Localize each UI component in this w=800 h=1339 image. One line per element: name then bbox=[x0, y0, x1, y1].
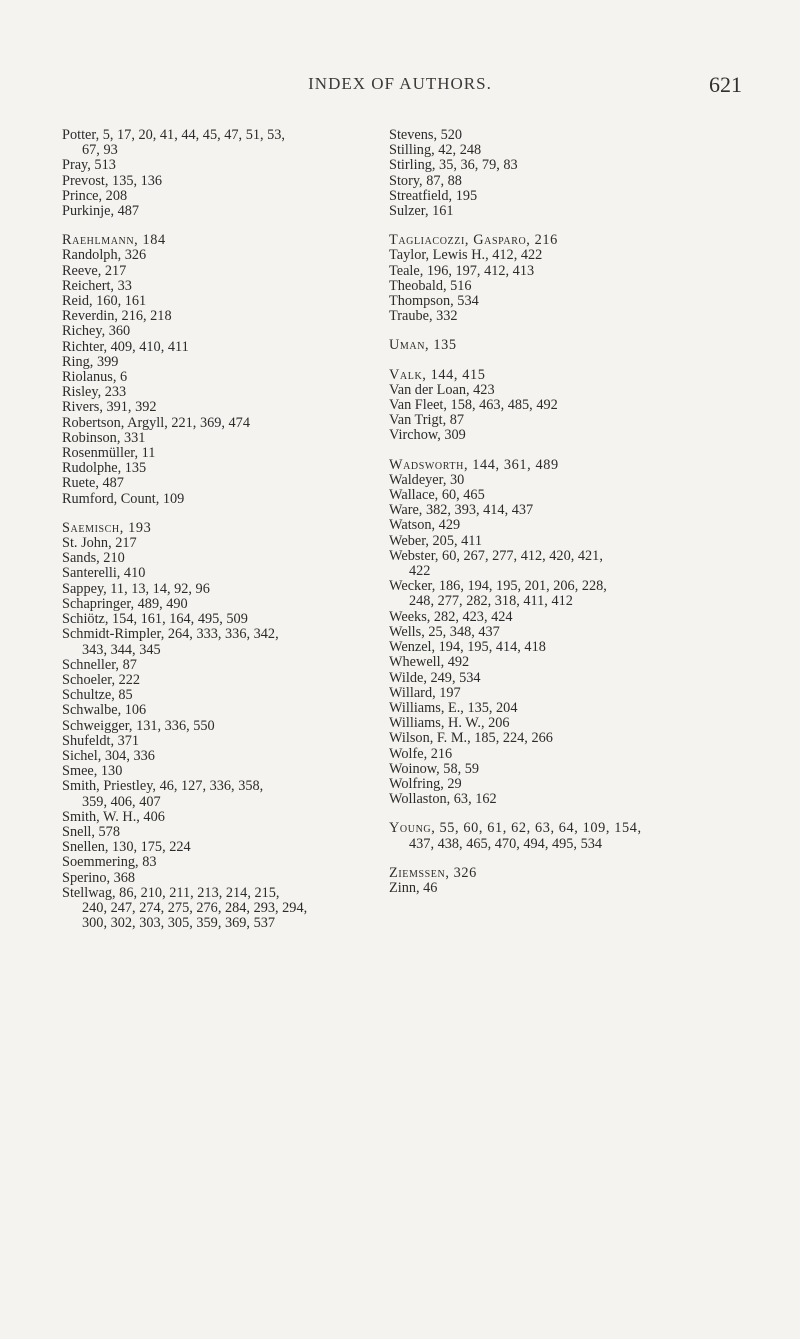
index-entry-line: Sands, 210 bbox=[62, 550, 125, 567]
page-header bbox=[0, 74, 800, 104]
index-entry bbox=[62, 128, 382, 158]
index-entry-line: Saemisch, 193 bbox=[62, 519, 152, 536]
index-entry-line: Riolanus, 6 bbox=[62, 369, 128, 386]
index-entry-line: Schoeler, 222 bbox=[62, 671, 141, 688]
index-entry-line: Willard, 197 bbox=[389, 684, 461, 701]
index-entry bbox=[62, 431, 382, 446]
index-entry bbox=[62, 355, 382, 370]
index-entry bbox=[62, 521, 382, 536]
index-entry bbox=[62, 566, 382, 581]
index-entry-line: Schiötz, 154, 161, 164, 495, 509 bbox=[62, 611, 248, 628]
running-title: INDEX OF AUTHORS. bbox=[308, 74, 492, 93]
index-entry-line: Raehlmann, 184 bbox=[62, 232, 166, 249]
index-entry-line: Sichel, 304, 336 bbox=[62, 747, 155, 764]
index-column-left bbox=[62, 128, 382, 931]
index-entry-line: Virchow, 309 bbox=[389, 427, 466, 444]
index-entry-line: Weber, 205, 411 bbox=[389, 532, 483, 549]
index-entry bbox=[389, 189, 734, 204]
index-entry-line: Theobald, 516 bbox=[389, 277, 472, 294]
index-entry bbox=[62, 597, 382, 612]
index-entry-line: Robinson, 331 bbox=[62, 429, 146, 446]
letter-section-gap bbox=[389, 807, 734, 821]
index-entry-line: Traube, 332 bbox=[389, 308, 458, 325]
index-entry-line: Wolfe, 216 bbox=[389, 745, 453, 762]
index-entry-line: Reeve, 217 bbox=[62, 262, 127, 279]
index-entry bbox=[62, 385, 382, 400]
index-entry bbox=[62, 673, 382, 688]
index-entry-line: Ring, 399 bbox=[62, 353, 119, 370]
index-entry-line: Santerelli, 410 bbox=[62, 565, 146, 582]
index-entry bbox=[389, 792, 734, 807]
index-entry-line: Van Trigt, 87 bbox=[389, 412, 465, 429]
index-entry-line: Schwalbe, 106 bbox=[62, 702, 147, 719]
index-entry-line: Uman, 135 bbox=[389, 337, 457, 354]
index-entry bbox=[389, 233, 734, 248]
index-entry bbox=[62, 855, 382, 870]
index-entry-line: Sappey, 11, 13, 14, 92, 96 bbox=[62, 580, 210, 597]
index-entry bbox=[389, 747, 734, 762]
index-entry-line: Sperino, 368 bbox=[62, 869, 136, 886]
index-entry-line: Wells, 25, 348, 437 bbox=[389, 623, 500, 640]
index-entry-line: Stevens, 520 bbox=[389, 127, 463, 143]
index-entry bbox=[389, 488, 734, 503]
index-entry-line: Tagliacozzi, Gasparo, 216 bbox=[389, 232, 558, 249]
index-entry bbox=[62, 248, 382, 263]
index-entry-line: Wilde, 249, 534 bbox=[389, 669, 481, 686]
index-entry-line: Thompson, 534 bbox=[389, 293, 479, 310]
index-entry bbox=[62, 279, 382, 294]
index-entry-line: Ruete, 487 bbox=[62, 475, 124, 492]
index-entry bbox=[389, 762, 734, 777]
index-entry bbox=[389, 701, 734, 716]
index-entry bbox=[389, 294, 734, 309]
index-entry-line: Waldeyer, 30 bbox=[389, 471, 465, 488]
index-entry bbox=[62, 158, 382, 173]
index-entry-continuation: 437, 438, 465, 470, 494, 495, 534 bbox=[409, 835, 603, 852]
index-entry-line: Snellen, 130, 175, 224 bbox=[62, 839, 191, 856]
index-entry bbox=[62, 309, 382, 324]
index-entry-line: Williams, H. W., 206 bbox=[389, 715, 510, 732]
index-entry bbox=[389, 503, 734, 518]
index-entry-line: Schweigger, 131, 336, 550 bbox=[62, 717, 215, 734]
index-entry bbox=[389, 686, 734, 701]
index-entry bbox=[62, 446, 382, 461]
index-entry bbox=[389, 866, 734, 881]
index-entry-line: Weeks, 282, 423, 424 bbox=[389, 608, 513, 625]
index-entry-line: Rumford, Count, 109 bbox=[62, 490, 185, 507]
index-entry bbox=[389, 158, 734, 173]
index-entry bbox=[62, 370, 382, 385]
index-entry-continuation: 359, 406, 407 bbox=[82, 793, 161, 810]
index-entry bbox=[389, 610, 734, 625]
index-entry-line: Valk, 144, 415 bbox=[389, 366, 486, 383]
index-entry-line: Potter, 5, 17, 20, 41, 44, 45, 47, 51, 53, bbox=[62, 127, 286, 143]
index-entry bbox=[62, 688, 382, 703]
index-entry bbox=[389, 579, 734, 609]
index-entry bbox=[62, 461, 382, 476]
index-entry-line: St. John, 217 bbox=[62, 535, 137, 552]
index-entry bbox=[62, 825, 382, 840]
index-entry bbox=[62, 871, 382, 886]
letter-section-gap bbox=[389, 444, 734, 458]
index-entry-line: Wollaston, 63, 162 bbox=[389, 791, 497, 808]
index-entry-continuation: 422 bbox=[409, 563, 431, 580]
index-entry bbox=[62, 779, 382, 809]
index-entry-line: Teale, 196, 197, 412, 413 bbox=[389, 262, 535, 279]
index-entry-line: Randolph, 326 bbox=[62, 247, 147, 264]
index-entry-line: Soemmering, 83 bbox=[62, 854, 157, 871]
index-entry bbox=[389, 174, 734, 189]
index-entry-line: Schultze, 85 bbox=[62, 687, 133, 704]
index-entry bbox=[389, 204, 734, 219]
index-entry bbox=[62, 551, 382, 566]
index-entry bbox=[62, 719, 382, 734]
index-entry-line: Reichert, 33 bbox=[62, 277, 132, 294]
index-entry bbox=[389, 248, 734, 263]
index-entry-line: Pray, 513 bbox=[62, 157, 116, 174]
index-entry-line: Reverdin, 216, 218 bbox=[62, 308, 172, 325]
index-entry bbox=[62, 174, 382, 189]
index-entry bbox=[389, 279, 734, 294]
index-entry bbox=[62, 734, 382, 749]
index-entry bbox=[389, 128, 734, 143]
index-entry bbox=[389, 518, 734, 533]
index-entry-line: Prince, 208 bbox=[62, 187, 128, 204]
index-entry-line: Wecker, 186, 194, 195, 201, 206, 228, bbox=[389, 578, 607, 595]
index-entry bbox=[62, 294, 382, 309]
index-entry bbox=[389, 716, 734, 731]
letter-section-gap bbox=[389, 219, 734, 233]
index-entry-continuation: 300, 302, 303, 305, 359, 369, 537 bbox=[82, 915, 276, 932]
index-entry-line: Smee, 130 bbox=[62, 763, 123, 780]
index-entry bbox=[62, 400, 382, 415]
index-entry-line: Woinow, 58, 59 bbox=[389, 760, 480, 777]
index-entry bbox=[62, 840, 382, 855]
index-entry bbox=[62, 810, 382, 825]
index-entry-line: Smith, W. H., 406 bbox=[62, 808, 165, 825]
index-entry bbox=[62, 233, 382, 248]
index-entry bbox=[62, 612, 382, 627]
index-entry-line: Young, 55, 60, 61, 62, 63, 64, 109, 154, bbox=[389, 820, 642, 837]
index-entry bbox=[389, 458, 734, 473]
index-entry bbox=[62, 492, 382, 507]
index-entry-line: Taylor, Lewis H., 412, 422 bbox=[389, 247, 543, 264]
index-entry-line: Risley, 233 bbox=[62, 384, 127, 401]
index-entry bbox=[389, 264, 734, 279]
index-entry-line: Richey, 360 bbox=[62, 323, 131, 340]
index-entry-line: Robertson, Argyll, 221, 369, 474 bbox=[62, 414, 250, 431]
index-entry bbox=[62, 340, 382, 355]
index-entry-line: Richter, 409, 410, 411 bbox=[62, 338, 189, 355]
index-entry bbox=[62, 264, 382, 279]
letter-section-gap bbox=[389, 354, 734, 368]
index-entry bbox=[389, 413, 734, 428]
index-entry-line: Reid, 160, 161 bbox=[62, 293, 147, 310]
index-entry bbox=[62, 627, 382, 657]
index-entry bbox=[389, 731, 734, 746]
index-entry-line: Watson, 429 bbox=[389, 517, 461, 534]
index-entry-line: Wenzel, 194, 195, 414, 418 bbox=[389, 639, 546, 656]
index-entry bbox=[62, 416, 382, 431]
index-entry bbox=[389, 368, 734, 383]
index-entry bbox=[389, 777, 734, 792]
index-entry-line: Schmidt-Rimpler, 264, 333, 336, 342, bbox=[62, 626, 279, 643]
page-number: 621 bbox=[709, 72, 742, 97]
index-entry-line: Purkinje, 487 bbox=[62, 203, 140, 220]
index-entry bbox=[389, 143, 734, 158]
index-entry-line: Webster, 60, 267, 277, 412, 420, 421, bbox=[389, 547, 603, 564]
index-entry bbox=[389, 625, 734, 640]
index-entry bbox=[389, 309, 734, 324]
index-entry bbox=[389, 640, 734, 655]
index-entry-line: Wolfring, 29 bbox=[389, 775, 462, 792]
index-entry bbox=[62, 204, 382, 219]
index-entry-line: Story, 87, 88 bbox=[389, 172, 462, 189]
index-entry bbox=[62, 886, 382, 932]
index-entry bbox=[62, 189, 382, 204]
index-entry-line: Ware, 382, 393, 414, 437 bbox=[389, 502, 534, 519]
index-entry bbox=[389, 338, 734, 353]
index-column-right bbox=[389, 128, 734, 896]
index-entry-line: Schapringer, 489, 490 bbox=[62, 595, 188, 612]
index-entry-line: Whewell, 492 bbox=[389, 654, 470, 671]
index-entry bbox=[389, 428, 734, 443]
index-entry-continuation: 67, 93 bbox=[82, 142, 118, 159]
index-entry-continuation: 248, 277, 282, 318, 411, 412 bbox=[409, 593, 573, 610]
index-entry-line: Wilson, F. M., 185, 224, 266 bbox=[389, 730, 553, 747]
index-entry bbox=[62, 476, 382, 491]
index-entry-continuation: 240, 247, 274, 275, 276, 284, 293, 294, bbox=[82, 899, 308, 916]
index-entry-line: Stellwag, 86, 210, 211, 213, 214, 215, bbox=[62, 884, 280, 901]
index-entry-line: Ziemssen, 326 bbox=[389, 864, 477, 881]
index-entry-line: Stirling, 35, 36, 79, 83 bbox=[389, 157, 518, 174]
letter-section-gap bbox=[389, 324, 734, 338]
index-entry-line: Zinn, 46 bbox=[389, 879, 438, 896]
index-entry-line: Shufeldt, 371 bbox=[62, 732, 140, 749]
index-entry-line: Smith, Priestley, 46, 127, 336, 358, bbox=[62, 778, 264, 795]
index-entry-line: Streatfield, 195 bbox=[389, 187, 478, 204]
index-entry bbox=[389, 549, 734, 579]
index-entry bbox=[389, 671, 734, 686]
index-entry-line: Williams, E., 135, 204 bbox=[389, 699, 518, 716]
index-entry-line: Schneller, 87 bbox=[62, 656, 137, 673]
index-entry bbox=[389, 821, 734, 851]
index-entry bbox=[62, 658, 382, 673]
index-entry bbox=[389, 473, 734, 488]
index-entry bbox=[389, 534, 734, 549]
index-entry bbox=[389, 383, 734, 398]
index-entry-line: Rudolphe, 135 bbox=[62, 460, 147, 477]
index-entry-line: Rosenmüller, 11 bbox=[62, 445, 156, 462]
letter-section-gap bbox=[62, 219, 382, 233]
index-entry bbox=[389, 655, 734, 670]
index-entry-line: Rivers, 391, 392 bbox=[62, 399, 157, 416]
index-entry-line: Van Fleet, 158, 463, 485, 492 bbox=[389, 397, 558, 414]
index-entry bbox=[62, 749, 382, 764]
index-entry-line: Prevost, 135, 136 bbox=[62, 172, 163, 189]
index-entry-continuation: 343, 344, 345 bbox=[82, 641, 161, 658]
index-entry bbox=[62, 582, 382, 597]
index-entry bbox=[62, 536, 382, 551]
index-entry bbox=[62, 324, 382, 339]
index-entry bbox=[62, 764, 382, 779]
index-entry-line: Stilling, 42, 248 bbox=[389, 142, 482, 159]
index-entry bbox=[62, 703, 382, 718]
index-entry-line: Van der Loan, 423 bbox=[389, 381, 495, 398]
index-entry bbox=[389, 398, 734, 413]
letter-section-gap bbox=[62, 507, 382, 521]
index-entry-line: Wadsworth, 144, 361, 489 bbox=[389, 456, 559, 473]
index-entry-line: Sulzer, 161 bbox=[389, 203, 454, 220]
letter-section-gap bbox=[389, 852, 734, 866]
index-entry-line: Wallace, 60, 465 bbox=[389, 487, 485, 504]
index-entry bbox=[389, 881, 734, 896]
index-entry-line: Snell, 578 bbox=[62, 823, 120, 840]
